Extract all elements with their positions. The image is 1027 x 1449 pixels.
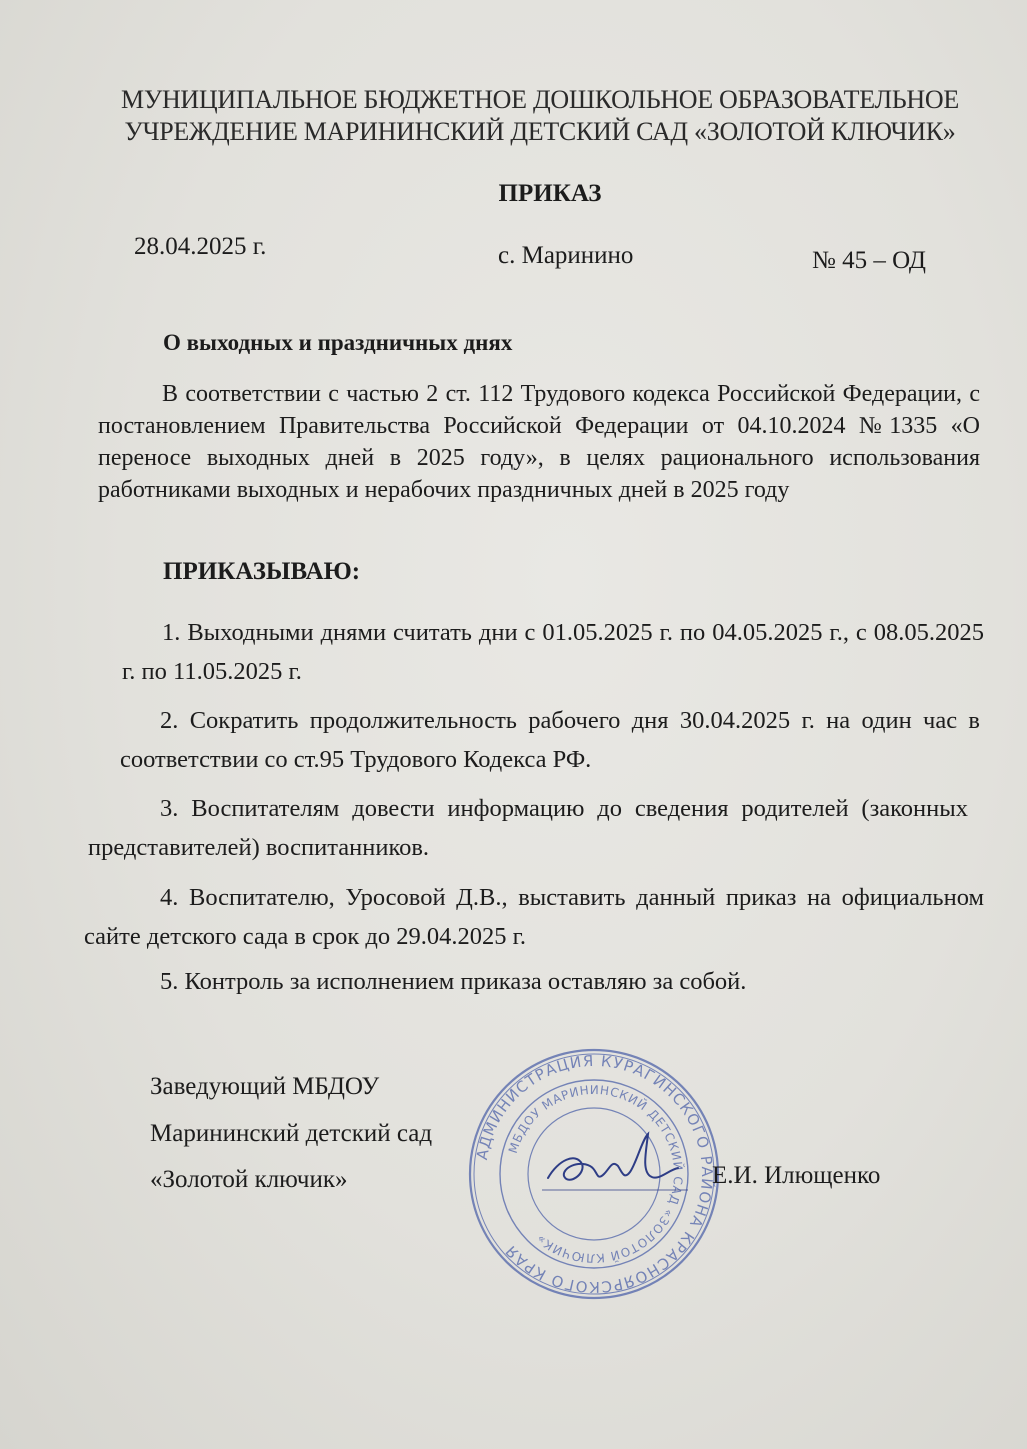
order-subject: О выходных и праздничных днях	[163, 330, 513, 355]
signer-position-line-3: «Золотой ключик»	[150, 1166, 348, 1193]
order-place: с. Маринино	[498, 242, 634, 269]
stamp-outer-text: АДМИНИСТРАЦИЯ КУРАГИНСКОГО РАЙОНА КРАСНОЯРСКОГО КРАЯ	[472, 1051, 717, 1297]
org-line-1: МУНИЦИПАЛЬНОЕ БЮДЖЕТНОЕ ДОШКОЛЬНОЕ ОБРАЗОВАТЕЛЬНОЕ	[121, 85, 959, 114]
order-number: № 45 – ОД	[812, 247, 926, 274]
order-date: 28.04.2025 г.	[134, 233, 267, 260]
order-item-3: 3. Воспитателям довести информацию до сведения родителей (законных представителей) воспитанников.	[88, 795, 968, 861]
org-line-2: УЧРЕЖДЕНИЕ МАРИНИНСКИЙ ДЕТСКИЙ САД «ЗОЛОТОЙ КЛЮЧИК»	[124, 117, 956, 146]
order-item-2: 2. Сократить продолжительность рабочего дня 30.04.2025 г. на один час в соответствии со ст.95 Трудового Кодекса РФ.	[120, 707, 980, 773]
decree-heading: ПРИКАЗЫВАЮ:	[163, 558, 361, 585]
order-item-4: 4. Воспитателю, Уросовой Д.В., выставить данный приказ на официальном сайте детского сада в срок до 29.04.2025 г.	[84, 884, 984, 950]
document-type-title: ПРИКАЗ	[498, 180, 602, 207]
order-item-1: 1. Выходными днями считать дни с 01.05.2025 г. по 04.05.2025 г., с 08.05.2025 г. по 11.05.2025 г.	[122, 619, 984, 685]
signer-position-line-2: Марининский детский сад	[150, 1120, 433, 1147]
signer-position-line-1: Заведующий МБДОУ	[150, 1073, 380, 1100]
organization-name	[100, 84, 980, 148]
signer-name: Е.И. Илющенко	[712, 1162, 881, 1189]
handwritten-signature	[538, 1130, 688, 1200]
stamp-inner-text: МБДОУ МАРИНИНСКИЙ ДЕТСКИЙ САД «ЗОЛОТОЙ КЛЮЧИК»	[505, 1082, 686, 1266]
preamble-paragraph: В соответствии с частью 2 ст. 112 Трудового кодекса Российской Федерации, с постановлением Правительства Российской Федерации от 04.10.2024 №1335 «О переносе выходных дней в 2025 году», в целях рационального использования работниками выходных и нерабочих праздничных дней в 2025 году	[98, 381, 980, 503]
order-item-5: 5. Контроль за исполнением приказа оставляю за собой.	[160, 968, 747, 995]
